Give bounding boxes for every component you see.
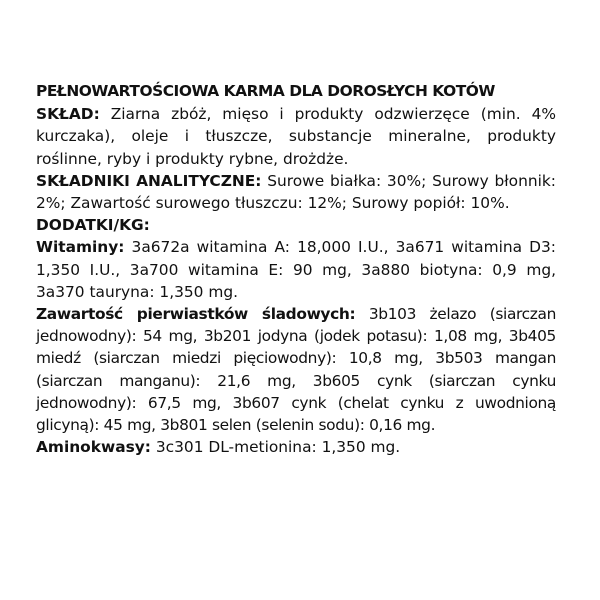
composition-heading: SKŁAD:: [36, 105, 100, 124]
analytical-text: Surowe białka: 30%; Surowy błonnik: 2%; Zawartość surowego tłuszczu: 12%; Surowy popiół: 10%.: [36, 171, 556, 213]
vitamins-paragraph: [36, 236, 556, 303]
analytical-paragraph: [36, 170, 556, 214]
additives-heading: DODATKI/KG:: [36, 216, 150, 235]
amino-acids-heading: Aminokwasy:: [36, 438, 151, 457]
amino-acids-paragraph: [36, 436, 556, 458]
trace-elements-heading: Zawartość pierwiastków śladowych:: [36, 305, 356, 324]
analytical-heading: SKŁADNIKI ANALITYCZNE:: [36, 171, 262, 190]
composition-text: Ziarna zbóż, mięso i produkty odzwierzęce (min. 4% kurczaka), oleje i tłuszcze, substancje mineralne, produkty roślinne, ryby i produkty rybne, drożdże.: [36, 105, 556, 168]
ingredients-label: [36, 80, 556, 458]
product-title: PEŁNOWARTOŚCIOWA KARMA DLA DOROSŁYCH KOTÓW: [36, 82, 495, 100]
trace-elements-paragraph: [36, 303, 556, 436]
amino-acids-text: 3c301 DL-metionina: 1,350 mg.: [155, 438, 401, 457]
composition-paragraph: [36, 103, 556, 170]
vitamins-text: 3a672a witamina A: 18,000 I.U., 3a671 witamina D3: 1,350 I.U., 3a700 witamina E: 90 mg, 3a880 biotyna: 0,9 mg, 3a370 tauryna: 1,350 mg.: [36, 238, 556, 301]
trace-elements-text: 3b103 żelazo (siarczan jednowodny): 54 mg, 3b201 jodyna (jodek potasu): 1,08 mg, 3b405 miedź (siarczan miedzi pięciowodny): 10,8 mg, 3b503 mangan (siarczan manganu): 21,6 mg, 3b605 cynk (siarczan cynku jednowodny): 67,5 mg, 3b607 cynk (chelat cynku z uwodnioną glicyną): 45 mg, 3b801 selen (selenin sodu): 0,16 mg.: [36, 305, 557, 435]
vitamins-heading: Witaminy:: [36, 238, 125, 257]
additives-paragraph: [36, 214, 556, 236]
